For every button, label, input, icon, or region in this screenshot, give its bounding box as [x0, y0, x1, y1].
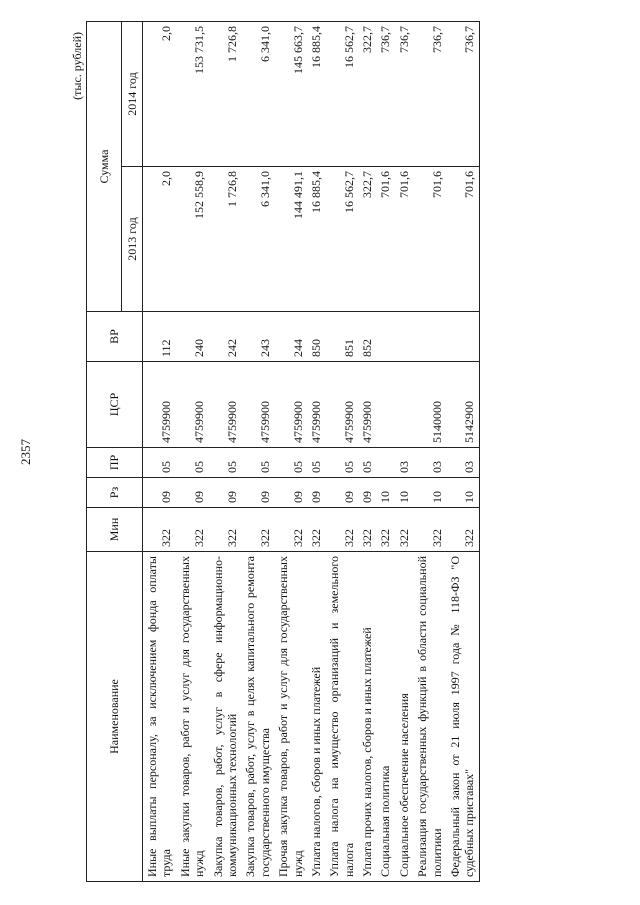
row-csr: 4759900 — [209, 362, 242, 448]
row-name: Закупка товаров, работ, услуг в целях капитального ремонта государственного имущества — [241, 552, 274, 882]
row-min: 322 — [143, 508, 176, 552]
table-body — [143, 21, 480, 881]
header-min: Мин — [87, 508, 143, 552]
row-name: Уплата налога на имущество организаций и земельного налога — [325, 552, 358, 882]
row-vr: 112 — [143, 312, 176, 362]
row-rz: 10 — [376, 478, 394, 508]
row-sum-2013: 701,6 — [413, 167, 446, 312]
header-year-2014: 2014 год — [122, 21, 143, 166]
header-name: Наименование — [87, 552, 143, 882]
row-rz: 10 — [446, 478, 479, 508]
header-year-2013: 2013 год — [122, 167, 143, 312]
row-vr: 240 — [176, 312, 209, 362]
row-vr: 851 — [325, 312, 358, 362]
header-vr: ВР — [87, 312, 143, 362]
row-vr: 852 — [358, 312, 376, 362]
row-csr: 4759900 — [358, 362, 376, 448]
row-sum-2013: 322,7 — [358, 167, 376, 312]
row-pr: 05 — [307, 448, 325, 478]
row-name: Иные выплаты персоналу, за исключением фонда оплаты труда — [143, 552, 176, 882]
row-csr: 4759900 — [325, 362, 358, 448]
row-min: 322 — [358, 508, 376, 552]
row-name: Иные закупки товаров, работ и услуг для государственных нужд — [176, 552, 209, 882]
row-name: Социальное обеспечение населения — [395, 552, 413, 882]
row-name: Уплата налогов, сборов и иных платежей — [307, 552, 325, 882]
rotated-table-page — [66, 22, 586, 882]
row-min: 322 — [274, 508, 307, 552]
row-pr: 05 — [241, 448, 274, 478]
row-sum-2013: 16 885,4 — [307, 167, 325, 312]
row-name: Уплата прочих налогов, сборов и иных платежей — [358, 552, 376, 882]
row-rz: 10 — [413, 478, 446, 508]
row-name: Реализация государственных функций в области социальной политики — [413, 552, 446, 882]
row-pr: 05 — [358, 448, 376, 478]
table-row — [241, 21, 274, 881]
table-row — [413, 21, 446, 881]
row-vr — [376, 312, 394, 362]
budget-table — [86, 21, 480, 882]
row-rz: 09 — [325, 478, 358, 508]
row-sum-2014: 6 341,0 — [241, 21, 274, 166]
row-sum-2014: 153 731,5 — [176, 21, 209, 166]
row-rz: 09 — [307, 478, 325, 508]
row-pr: 03 — [446, 448, 479, 478]
row-csr: 4759900 — [307, 362, 325, 448]
row-csr — [376, 362, 394, 448]
table-row — [176, 21, 209, 881]
row-rz: 09 — [176, 478, 209, 508]
row-sum-2014: 16 885,4 — [307, 21, 325, 166]
header-csr: ЦСР — [87, 362, 143, 448]
row-vr — [395, 312, 413, 362]
row-sum-2014: 736,7 — [413, 21, 446, 166]
header-rz: Рз — [87, 478, 143, 508]
row-min: 322 — [376, 508, 394, 552]
row-csr: 4759900 — [143, 362, 176, 448]
row-rz: 09 — [358, 478, 376, 508]
row-pr: 05 — [209, 448, 242, 478]
row-csr: 4759900 — [241, 362, 274, 448]
row-pr: 05 — [143, 448, 176, 478]
row-sum-2013: 701,6 — [376, 167, 394, 312]
table-row — [395, 21, 413, 881]
table-row — [274, 21, 307, 881]
row-min: 322 — [446, 508, 479, 552]
page-number: 2357 — [18, 439, 33, 465]
table-row — [376, 21, 394, 881]
row-sum-2014: 2,0 — [143, 21, 176, 166]
row-sum-2014: 1 726,8 — [209, 21, 242, 166]
row-sum-2013: 16 562,7 — [325, 167, 358, 312]
row-sum-2013: 701,6 — [446, 167, 479, 312]
row-sum-2014: 145 663,7 — [274, 21, 307, 166]
row-name: Закупка товаров, работ, услуг в сфере информационно-коммуникационных технологий — [209, 552, 242, 882]
row-min: 322 — [395, 508, 413, 552]
row-vr: 850 — [307, 312, 325, 362]
row-vr: 242 — [209, 312, 242, 362]
row-rz: 09 — [209, 478, 242, 508]
row-name: Социальная политика — [376, 552, 394, 882]
row-min: 322 — [176, 508, 209, 552]
row-sum-2014: 16 562,7 — [325, 21, 358, 166]
row-min: 322 — [209, 508, 242, 552]
header-sum: Сумма — [87, 21, 122, 311]
row-sum-2014: 322,7 — [358, 21, 376, 166]
table-row — [325, 21, 358, 881]
row-sum-2013: 6 341,0 — [241, 167, 274, 312]
row-vr — [446, 312, 479, 362]
row-sum-2014: 736,7 — [446, 21, 479, 166]
row-pr: 05 — [176, 448, 209, 478]
row-min: 322 — [325, 508, 358, 552]
row-sum-2013: 152 558,9 — [176, 167, 209, 312]
row-name: Прочая закупка товаров, работ и услуг для государственных нужд — [274, 552, 307, 882]
row-vr — [413, 312, 446, 362]
row-sum-2013: 701,6 — [395, 167, 413, 312]
row-sum-2013: 144 491,1 — [274, 167, 307, 312]
row-pr: 05 — [325, 448, 358, 478]
row-csr: 5142900 — [446, 362, 479, 448]
table-row — [446, 21, 479, 881]
table-row — [209, 21, 242, 881]
row-rz: 09 — [241, 478, 274, 508]
row-rz: 09 — [274, 478, 307, 508]
table-row — [307, 21, 325, 881]
row-min: 322 — [307, 508, 325, 552]
row-sum-2013: 1 726,8 — [209, 167, 242, 312]
row-csr: 5140000 — [413, 362, 446, 448]
row-vr: 243 — [241, 312, 274, 362]
header-pr: ПР — [87, 448, 143, 478]
row-sum-2013: 2,0 — [143, 167, 176, 312]
row-sum-2014: 736,7 — [395, 21, 413, 166]
row-min: 322 — [413, 508, 446, 552]
row-pr: 03 — [395, 448, 413, 478]
row-csr: 4759900 — [176, 362, 209, 448]
row-name: Федеральный закон от 21 июля 1997 года № 118-ФЗ "О судебных приставах" — [446, 552, 479, 882]
row-pr: 03 — [413, 448, 446, 478]
row-csr: 4759900 — [274, 362, 307, 448]
row-min: 322 — [241, 508, 274, 552]
row-rz: 09 — [143, 478, 176, 508]
row-csr — [395, 362, 413, 448]
table-row — [358, 21, 376, 881]
units-label: (тыс. рублей) — [70, 32, 84, 100]
row-pr — [376, 448, 394, 478]
row-rz: 10 — [395, 478, 413, 508]
row-sum-2014: 736,7 — [376, 21, 394, 166]
row-pr: 05 — [274, 448, 307, 478]
row-vr: 244 — [274, 312, 307, 362]
table-row — [143, 21, 176, 881]
